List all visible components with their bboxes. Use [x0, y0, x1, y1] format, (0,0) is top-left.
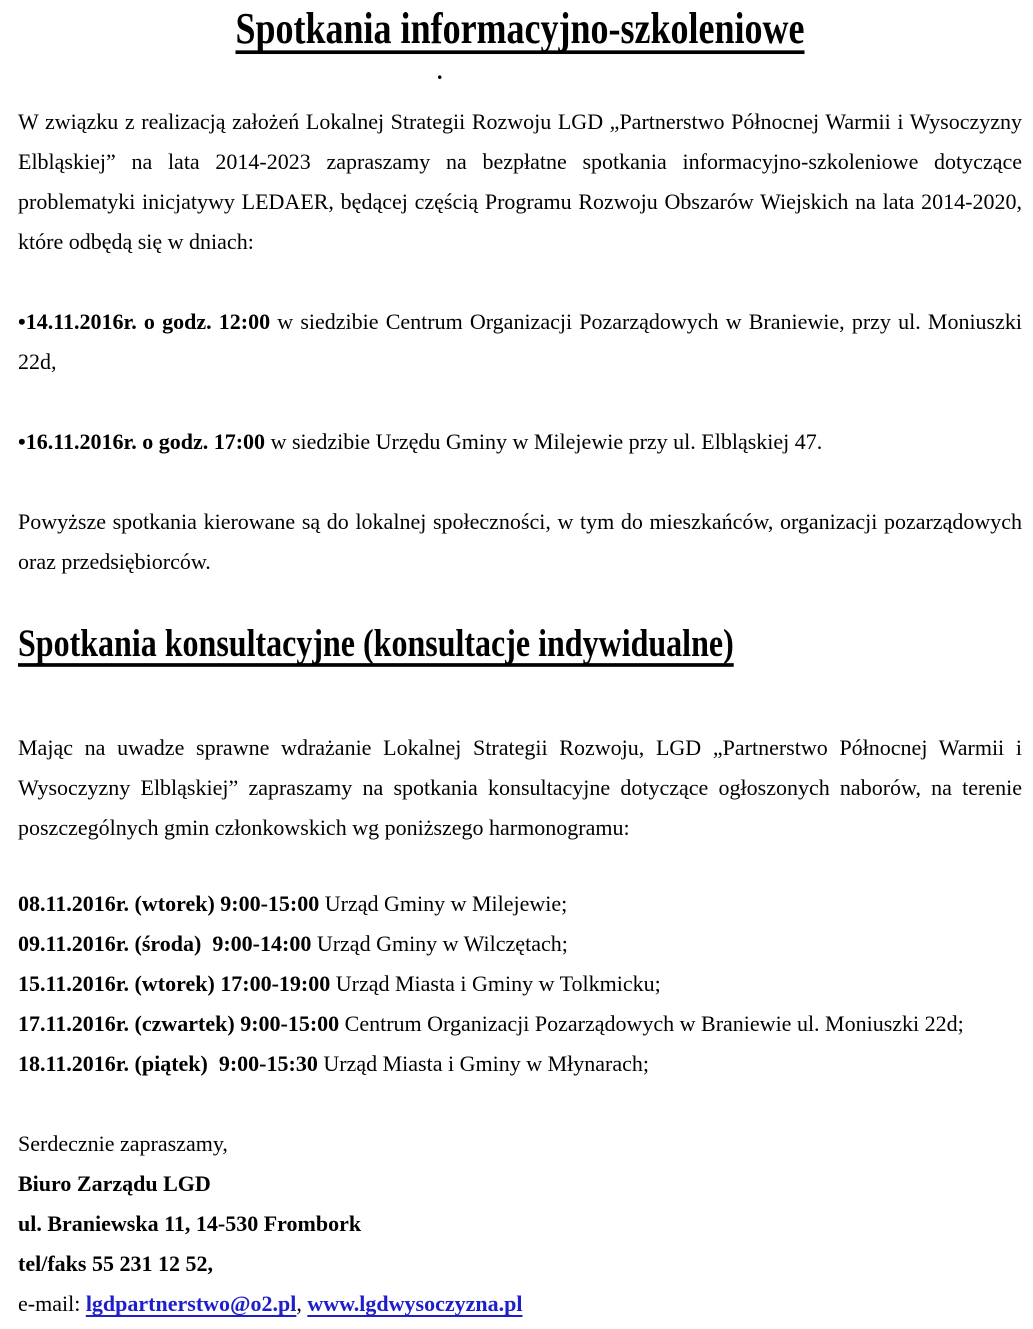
- schedule-item-5: [18, 1044, 1022, 1084]
- bullet-item-1: [18, 302, 1022, 382]
- intro-paragraph: W związku z realizacją założeń Lokalnej Strategii Rozwoju LGD „Partnerstwo Północnej Warmii i Wysoczyzny Elbląskiej” na lata 2014-2023 zapraszamy na bezpłatne spotkania informacyjno-szkoleniowe dotyczące problematyki inicjatywy LEDAER, będącej częścią Programu Rozwoju Obszarów Wiejskich na lata 2014-2020, które odbędą się w dniach:: [18, 109, 1022, 254]
- closing-phone: tel/faks 55 231 12 52,: [18, 1251, 213, 1276]
- schedule-5-date: 18.11.2016r. (piątek) 9:00-15:30: [18, 1051, 318, 1076]
- schedule-3-date: 15.11.2016r. (wtorek) 17:00-19:00: [18, 971, 331, 996]
- website-link[interactable]: www.lgdwysoczyzna.pl: [307, 1291, 523, 1316]
- schedule-item-3: [18, 964, 1022, 1004]
- consultation-intro-paragraph: Mając na uwadze sprawne wdrażanie Lokalnej Strategii Rozwoju, LGD „Partnerstwo Północnej Warmii i Wysoczyzny Elbląskiej” zapraszamy na spotkania konsultacyjne dotyczące ogłoszonych naborów, na terenie poszczególnych gmin członkowskich wg poniższego harmonogramu:: [18, 735, 1022, 840]
- email-label: e-mail:: [18, 1291, 86, 1316]
- closing-office: Biuro Zarządu LGD: [18, 1171, 211, 1196]
- meeting-2-date: •16.11.2016r. o godz. 17:00: [18, 429, 266, 454]
- bullet-item-2: [18, 422, 1022, 462]
- schedule-item-4: [18, 1004, 1022, 1044]
- schedule-4-date: 17.11.2016r. (czwartek) 9:00-15:00: [18, 1011, 340, 1036]
- meeting-2-details: w siedzibie Urzędu Gminy w Milejewie przy ul. Elbląskiej 47.: [265, 429, 823, 454]
- note-paragraph: Powyższe spotkania kierowane są do lokalnej społeczności, w tym do mieszkańców, organizacji pozarządowych oraz przedsiębiorców.: [18, 509, 1022, 574]
- schedule-1-date: 08.11.2016r. (wtorek) 9:00-15:00: [18, 891, 320, 916]
- closing-address: ul. Braniewska 11, 14-530 Frombork: [18, 1211, 362, 1236]
- link-separator: ,: [296, 1291, 308, 1316]
- document-page: [0, 4, 1033, 1329]
- schedule-list: [18, 884, 1022, 1084]
- email-line: [18, 1284, 1022, 1324]
- schedule-1-location: Urząd Gminy w Milejewie;: [319, 891, 568, 916]
- schedule-item-1: [18, 884, 1022, 924]
- page-title: Spotkania informacyjno-szkoleniowe: [235, 4, 805, 53]
- schedule-item-2: [18, 924, 1022, 964]
- stray-period: .: [437, 59, 443, 84]
- email-link[interactable]: lgdpartnerstwo@o2.pl: [85, 1291, 297, 1316]
- closing-greeting: Serdecznie zapraszamy,: [18, 1131, 228, 1156]
- meeting-1-details: w siedzibie Centrum Organizacji Pozarządowych w Braniewie, przy ul. Moniuszki 22d,: [18, 309, 1022, 374]
- section-heading-consultations: Spotkania konsultacyjne (konsultacje indywidualne): [18, 620, 734, 665]
- schedule-4-location: Centrum Organizacji Pozarządowych w Braniewie ul. Moniuszki 22d;: [339, 1011, 964, 1036]
- schedule-2-location: Urząd Gminy w Wilczętach;: [311, 931, 568, 956]
- closing-block: [18, 1124, 1022, 1324]
- schedule-2-date: 09.11.2016r. (środa) 9:00-14:00: [18, 931, 312, 956]
- meeting-1-date: •14.11.2016r. o godz. 12:00: [18, 309, 271, 334]
- schedule-3-location: Urząd Miasta i Gminy w Tolkmicku;: [330, 971, 661, 996]
- schedule-5-location: Urząd Miasta i Gminy w Młynarach;: [317, 1051, 649, 1076]
